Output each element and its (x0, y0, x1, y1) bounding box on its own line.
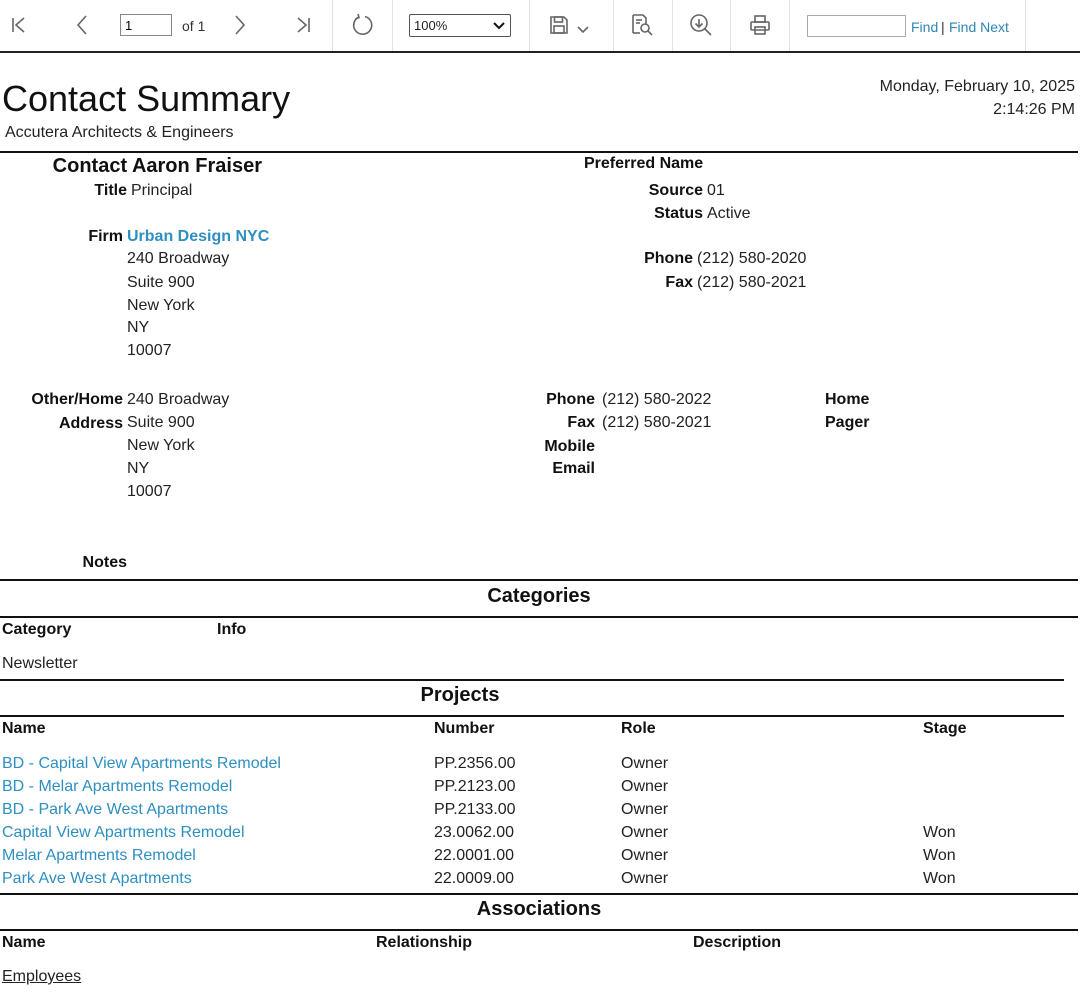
employees-link[interactable]: Employees (2, 968, 82, 985)
project-stage: Won (923, 870, 956, 887)
other-address-line: 240 Broadway (127, 391, 230, 408)
other-phone-label: Phone (546, 391, 595, 408)
other-address-line: NY (127, 460, 150, 477)
project-number: PP.2133.00 (434, 801, 516, 818)
save-icon (548, 14, 570, 36)
project-name-link[interactable]: BD - Park Ave West Apartments (2, 801, 229, 818)
find-next-button[interactable]: Find Next (949, 19, 1009, 35)
previous-page-button[interactable] (68, 10, 96, 40)
description-column-header: Description (693, 934, 782, 951)
source-value: 01 (707, 182, 725, 199)
firm-address-line: New York (127, 297, 195, 314)
association-name-column-header: Name (2, 934, 46, 951)
report-date: Monday, February 10, 2025 (879, 78, 1075, 95)
last-page-icon (293, 15, 313, 35)
firm-address-line: 10007 (127, 342, 172, 359)
source-label: Source (648, 182, 703, 199)
company-name: Accutera Architects & Engineers (5, 124, 234, 141)
associations-title: Associations (476, 898, 602, 920)
project-number: PP.2356.00 (434, 755, 516, 772)
other-fax-value: (212) 580-2021 (602, 414, 712, 431)
firm-label: Firm (88, 228, 123, 245)
report-toolbar (0, 0, 1080, 53)
categories-title: Categories (487, 585, 591, 607)
chevron-right-icon (230, 14, 250, 36)
projects-title: Projects (420, 684, 500, 706)
zoom-in-button[interactable] (687, 10, 715, 40)
project-name-link[interactable]: BD - Capital View Apartments Remodel (2, 755, 281, 772)
other-fax-label: Fax (567, 414, 595, 431)
firm-link[interactable]: Urban Design NYC (127, 228, 270, 245)
contact-heading (0, 155, 262, 178)
project-role: Owner (621, 824, 669, 841)
section-rule (0, 616, 1078, 618)
project-name-link[interactable]: BD - Melar Apartments Remodel (2, 778, 233, 795)
phone-label: Phone (644, 250, 693, 267)
status-label: Status (654, 205, 703, 222)
project-stage-column-header: Stage (923, 720, 967, 737)
firm-address-line: NY (127, 319, 150, 336)
section-rule (0, 929, 1078, 931)
first-page-icon (9, 15, 29, 35)
contact-label: Contact (52, 155, 128, 177)
project-role: Owner (621, 801, 669, 818)
export-button[interactable] (548, 10, 596, 40)
title-value: Principal (131, 182, 193, 199)
chevron-down-icon (576, 24, 590, 36)
find-separator: | (941, 19, 945, 35)
section-rule (0, 893, 1078, 895)
report-time: 2:14:26 PM (993, 101, 1075, 118)
header-rule (0, 151, 1078, 153)
first-page-button[interactable] (5, 10, 33, 40)
zoom-select[interactable] (409, 14, 511, 37)
last-page-button[interactable] (289, 10, 317, 40)
title-label: Title (94, 182, 127, 199)
other-address-line: Suite 900 (127, 414, 195, 431)
project-role-column-header: Role (621, 720, 656, 737)
page-count: of 1 (182, 18, 206, 34)
other-phone-value: (212) 580-2022 (602, 391, 712, 408)
document-map-button[interactable] (628, 10, 656, 40)
page-number-input[interactable] (120, 14, 172, 36)
contact-name: Aaron Fraiser (131, 155, 262, 177)
other-address-line: 10007 (127, 483, 172, 500)
chevron-left-icon (72, 14, 92, 36)
project-role: Owner (621, 778, 669, 795)
refresh-button[interactable] (348, 10, 378, 40)
firm-address-line: 240 Broadway (127, 250, 230, 267)
fax-label: Fax (665, 274, 693, 291)
project-number-column-header: Number (434, 720, 495, 737)
project-name-link[interactable]: Melar Apartments Remodel (2, 847, 196, 864)
firm-address-line: Suite 900 (127, 274, 195, 291)
address-label: Address (58, 415, 123, 432)
next-page-button[interactable] (226, 10, 254, 40)
section-rule (0, 579, 1078, 581)
project-name-link[interactable]: Park Ave West Apartments (2, 870, 192, 887)
preferred-name-label: Preferred Name (584, 155, 704, 172)
phone-value: (212) 580-2020 (697, 250, 807, 267)
notes-label: Notes (82, 554, 127, 571)
category-column-header: Category (2, 621, 72, 638)
chevron-down-icon (492, 21, 506, 31)
project-number: 23.0062.00 (434, 824, 515, 841)
other-home-label: Other/Home (31, 391, 123, 408)
project-role: Owner (621, 755, 669, 772)
category-cell: Newsletter (2, 655, 78, 672)
report-title: Contact Summary (2, 78, 291, 119)
project-stage: Won (923, 847, 956, 864)
zoom-in-icon (688, 12, 714, 38)
find-button[interactable]: Find (911, 19, 939, 35)
printer-icon (748, 13, 772, 37)
project-number: PP.2123.00 (434, 778, 516, 795)
find-in-document-icon (630, 13, 654, 37)
find-input[interactable] (807, 15, 906, 37)
home-label: Home (825, 391, 870, 408)
status-value: Active (707, 205, 751, 222)
print-button[interactable] (746, 10, 774, 40)
section-rule (0, 715, 1064, 717)
project-stage: Won (923, 824, 956, 841)
project-name-column-header: Name (2, 720, 46, 737)
section-rule (0, 679, 1064, 681)
pager-label: Pager (825, 414, 870, 431)
mobile-label: Mobile (544, 438, 595, 455)
project-role: Owner (621, 847, 669, 864)
info-column-header: Info (217, 621, 247, 638)
relationship-column-header: Relationship (376, 934, 473, 951)
project-number: 22.0009.00 (434, 870, 515, 887)
refresh-icon (351, 13, 375, 37)
fax-value: (212) 580-2021 (697, 274, 807, 291)
project-number: 22.0001.00 (434, 847, 515, 864)
zoom-value: 100% (414, 18, 448, 33)
project-name-link[interactable]: Capital View Apartments Remodel (2, 824, 245, 841)
other-address-line: New York (127, 437, 195, 454)
project-role: Owner (621, 870, 669, 887)
email-label: Email (552, 460, 595, 477)
